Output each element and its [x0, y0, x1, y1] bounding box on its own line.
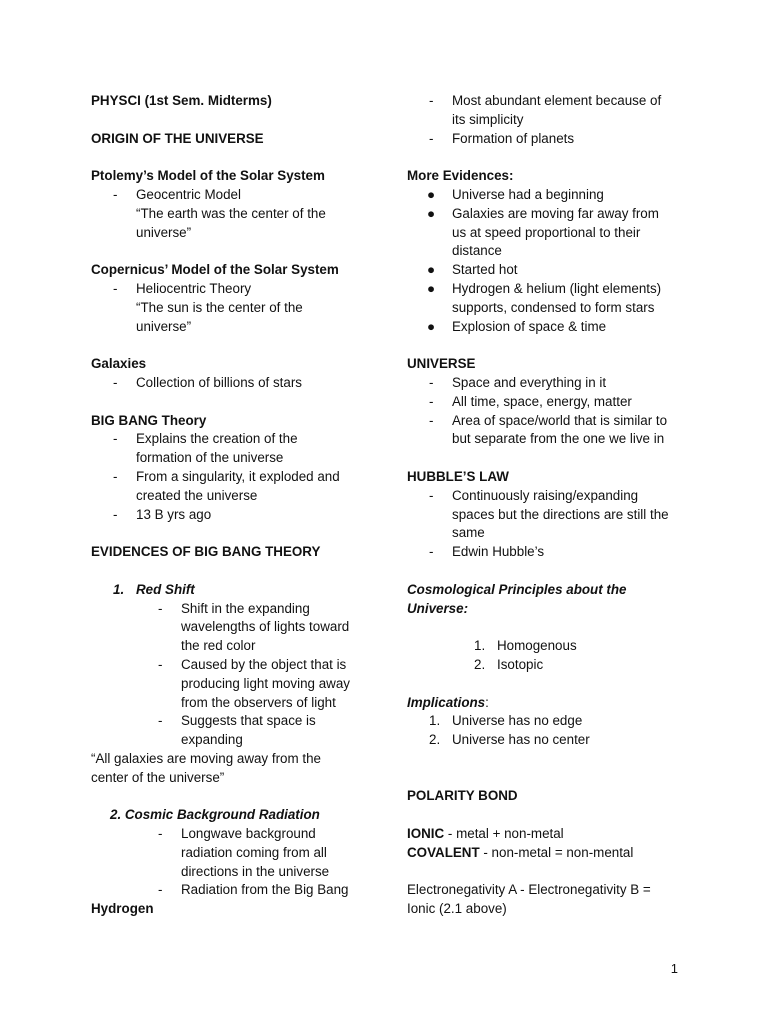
- dash-marker: -: [158, 656, 163, 672]
- list-item: - Caused by the object that is: [91, 656, 381, 675]
- dash-marker: -: [158, 600, 163, 616]
- list-item: - Suggests that space is: [91, 712, 381, 731]
- galaxies-heading: Galaxies: [91, 356, 147, 372]
- bullet-marker: ●: [427, 262, 436, 278]
- left-column: PHYSCI (1st Sem. Midterms) ORIGIN OF THE UNIVERSE Ptolemy’s Model of the Solar System - Geocentric Model “The earth was the center of the universe” Copernicus’ Model of the Solar System - Heliocentric Theory “The sun is the center of the universe” Galaxies - Collection of billions of stars BIG BANG Theory - Explains the creation of the formation of the universe - From a singularity, it exploded and created the universe - 13 B yrs ago EVIDENCES OF BIG BANG THEORY 1. Red Shift - Shift in the expanding wavelengths of lights toward the red color - Caused by the object that is producing light moving away from the observers of light - Suggests that space is expanding “All galaxies are moving away from the center of the universe” 2. Cosmic Background Radiation - Longwave background radiation coming from all directions in the universe - Radiation from the Big Bang Hydrogen: [91, 92, 381, 919]
- universe-heading: UNIVERSE: [407, 356, 476, 372]
- dash-marker: -: [429, 487, 434, 503]
- list-item: ● Explosion of space & time: [407, 318, 697, 337]
- dash-marker: -: [158, 713, 163, 729]
- hydrogen-heading: Hydrogen: [91, 901, 154, 917]
- dash-marker: -: [113, 280, 118, 296]
- list-item: 2. Isotopic: [407, 656, 697, 675]
- dash-marker: -: [429, 130, 434, 146]
- copernicus-heading: Copernicus’ Model of the Solar System: [91, 262, 339, 278]
- list-item: 2. Universe has no center: [407, 731, 697, 750]
- covalent-line: COVALENT - non-metal = non-mental: [407, 844, 634, 860]
- list-item: - 13 B yrs ago: [91, 506, 381, 525]
- list-item: ● Galaxies are moving far away from: [407, 205, 697, 224]
- list-item: ● Universe had a beginning: [407, 186, 697, 205]
- dash-marker: -: [113, 186, 118, 202]
- list-item: - Longwave background: [91, 825, 381, 844]
- list-number: 1.: [113, 581, 125, 597]
- list-item: - Area of space/world that is similar to: [407, 412, 697, 431]
- bullet-marker: ●: [427, 318, 436, 334]
- page-number: 1: [670, 961, 678, 976]
- ionic-line: IONIC - metal + non-metal: [407, 826, 564, 842]
- list-item: - Explains the creation of the: [91, 430, 381, 449]
- cosmological-heading-cont: Universe:: [407, 600, 469, 616]
- quote-text: universe”: [136, 224, 192, 240]
- dash-marker: -: [113, 468, 118, 484]
- list-item: - Collection of billions of stars: [91, 374, 381, 393]
- list-item: - Shift in the expanding: [91, 600, 381, 619]
- list-item: ● Started hot: [407, 261, 697, 280]
- dash-marker: -: [429, 393, 434, 409]
- origin-heading: ORIGIN OF THE UNIVERSE: [91, 130, 264, 146]
- list-item: - Radiation from the Big Bang: [91, 881, 381, 900]
- dash-marker: -: [429, 93, 434, 108]
- list-item: 1. Universe has no edge: [407, 712, 697, 731]
- quote-text: “The sun is the center of the: [136, 299, 303, 315]
- implications-heading: Implications:: [407, 694, 489, 710]
- cmb-heading: 2. Cosmic Background Radiation: [110, 807, 320, 823]
- redshift-heading: 1. Red Shift: [91, 581, 381, 600]
- bullet-marker: ●: [427, 186, 436, 202]
- list-item: - Geocentric Model: [91, 186, 381, 205]
- dash-marker: -: [429, 412, 434, 428]
- list-item: - Continuously raising/expanding: [407, 487, 697, 506]
- list-item: - Most abundant element because of: [407, 92, 697, 111]
- quote-text: center of the universe”: [91, 769, 225, 785]
- list-item: - All time, space, energy, matter: [407, 393, 697, 412]
- bigbang-heading: BIG BANG Theory: [91, 412, 207, 428]
- list-item: 1. Homogenous: [407, 637, 697, 656]
- dash-marker: -: [429, 374, 434, 390]
- quote-text: “All galaxies are moving away from the: [91, 750, 321, 766]
- list-item: - From a singularity, it exploded and: [91, 468, 381, 487]
- cosmological-heading: Cosmological Principles about the: [407, 581, 627, 597]
- dash-marker: -: [113, 374, 118, 390]
- list-number: 2.: [429, 732, 441, 748]
- right-column: - Most abundant element because of its simplicity - Formation of planets More Evidences: ● Universe had a beginning ● Galaxies are moving far away from us at speed proportional to their distance ● Started hot ● Hydrogen & helium (light elements) supports, condensed to form stars ● Explosion of space & time UNIVERSE - Space and everything in it - All time, space, energy, matter - Area of space/world that is similar to but separate from the one we live in HUBBLE’S LAW - Continuously raising/expanding spaces but the directions are still the same - Edwin Hubble’s Cosmological Principles about the Universe: 1. Homogenous 2. Isotopic Implications: 1. Universe has no edge 2. Universe has no center POLARITY BOND IONIC - metal + non-metal COVALENT - non-metal = non-mental Electronegativity A - Electronegativity B = Ionic (2.1 above): [407, 92, 697, 919]
- dash-marker: -: [429, 544, 434, 560]
- list-number: 2.: [474, 656, 486, 672]
- more-evidences-heading: More Evidences:: [407, 168, 514, 184]
- quote-text: “The earth was the center of the: [136, 205, 326, 221]
- formula-line: Electronegativity A - Electronegativity B =: [407, 882, 651, 898]
- evidences-heading: EVIDENCES OF BIG BANG THEORY: [91, 544, 321, 560]
- quote-text: universe”: [136, 318, 192, 334]
- dash-marker: -: [158, 826, 163, 842]
- formula-line-cont: Ionic (2.1 above): [407, 901, 507, 917]
- list-item: - Edwin Hubble’s: [407, 543, 697, 562]
- list-number: 1.: [429, 713, 441, 729]
- list-item: - Formation of planets: [407, 130, 697, 149]
- list-item: - Heliocentric Theory: [91, 280, 381, 299]
- dash-marker: -: [158, 882, 163, 898]
- dash-marker: -: [113, 431, 118, 447]
- ptolemy-heading: Ptolemy’s Model of the Solar System: [91, 168, 325, 184]
- list-item: ● Hydrogen & helium (light elements): [407, 280, 697, 299]
- bullet-marker: ●: [427, 205, 436, 221]
- dash-marker: -: [113, 506, 118, 522]
- list-number: 1.: [474, 638, 486, 654]
- polarity-heading: POLARITY BOND: [407, 788, 518, 804]
- hubble-heading: HUBBLE’S LAW: [407, 468, 509, 484]
- doc-title: PHYSCI (1st Sem. Midterms): [91, 93, 272, 108]
- list-item: - Space and everything in it: [407, 374, 697, 393]
- bullet-marker: ●: [427, 280, 436, 296]
